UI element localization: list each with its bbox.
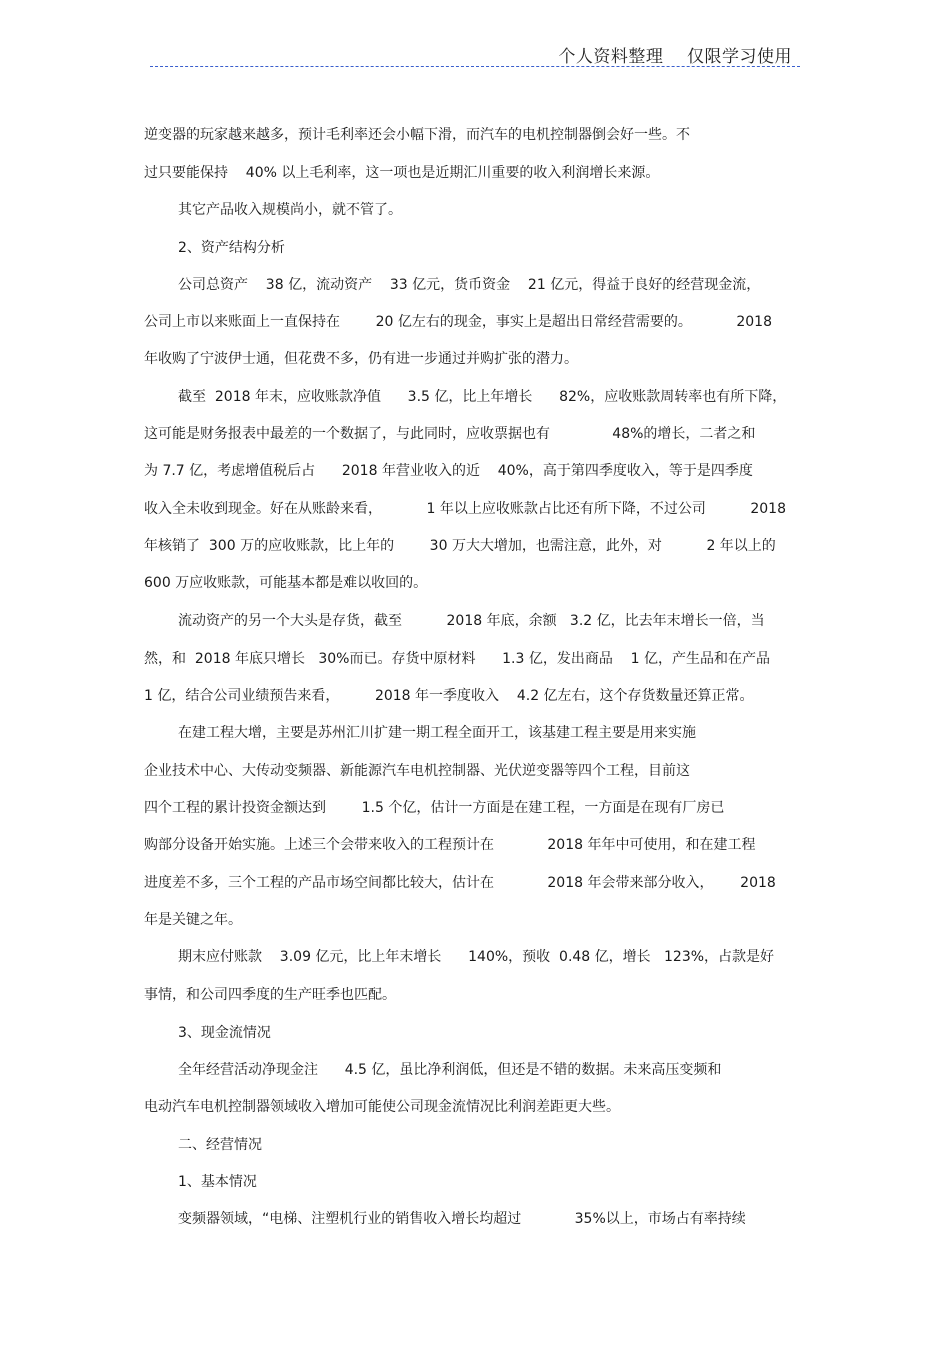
text-line: 进度差不多，三个工程的产品市场空间都比较大，估计在 2018 年会带来部分收入， 2018 xyxy=(144,875,776,891)
text-line: 流动资产的另一个大头是存货，截至 2018 年底，余额 3.2 亿，比去年末增长一倍，当 xyxy=(178,613,765,629)
text-line: 购部分设备开始实施。上述三个会带来收入的工程预计在 2018 年年中可使用，和在建工程 xyxy=(144,837,756,853)
section-heading: 3、现金流情况 xyxy=(178,1025,271,1041)
text-line: 为 7.7 亿，考虑增值税后占 2018 年营业收入的近 40%，高于第四季度收入，等于是四季度 xyxy=(144,463,753,479)
text-line: 年是关键之年。 xyxy=(144,912,242,928)
text-line: 电动汽车电机控制器领域收入增加可能使公司现金流情况比利润差距更大些。 xyxy=(144,1099,620,1115)
text-line: 过只要能保持 40% 以上毛利率，这一项也是近期汇川重要的收入利润增长来源。 xyxy=(144,165,660,181)
text-line: 其它产品收入规模尚小，就不管了。 xyxy=(178,202,402,218)
section-heading: 2、资产结构分析 xyxy=(178,240,285,256)
text-line: 公司总资产 38 亿，流动资产 33 亿元，货币资金 21 亿元，得益于良好的经营现金流， xyxy=(178,277,761,293)
text-line: 全年经营活动净现金注 4.5 亿，虽比净利润低，但还是不错的数据。未来高压变频和 xyxy=(178,1062,722,1078)
text-line: 截至 2018 年末，应收账款净值 3.5 亿，比上年增长 82%，应收账款周转率也有所下降， xyxy=(178,389,787,405)
text-line: 年核销了 300 万的应收账款，比上年的 30 万大大增加，也需注意，此外，对 2 年以上的 xyxy=(144,538,776,554)
text-line: 收入全未收到现金。好在从账龄来看， 1 年以上应收账款占比还有所下降，不过公司 2018 xyxy=(144,501,786,517)
page-header xyxy=(150,40,800,67)
text-line: 期末应付账款 3.09 亿元，比上年末增长 140%，预收 0.48 亿，增长 123%，占款是好 xyxy=(178,949,775,965)
text-line: 1 亿，结合公司业绩预告来看， 2018 年一季度收入 4.2 亿左右，这个存货数量还算正常。 xyxy=(144,688,754,704)
text-line: 然，和 2018 年底只增长 30%而已。存货中原材料 1.3 亿，发出商品 1 亿，产生品和在产品 xyxy=(144,651,771,667)
text-line: 企业技术中心、大传动变频器、新能源汽车电机控制器、光伏逆变器等四个工程，目前这 xyxy=(144,763,690,779)
text-line: 在建工程大增，主要是苏州汇川扩建一期工程全面开工，该基建工程主要是用来实施 xyxy=(178,725,696,741)
section-heading: 1、基本情况 xyxy=(178,1174,257,1190)
text-line: 变频器领域，“电梯、注塑机行业的销售收入增长均超过 35%以上，市场占有率持续 xyxy=(178,1211,746,1227)
section-heading: 二、经营情况 xyxy=(178,1137,262,1153)
text-line: 四个工程的累计投资金额达到 1.5 个亿，估计一方面是在建工程，一方面是在现有厂房已 xyxy=(144,800,725,816)
text-line: 公司上市以来账面上一直保持在 20 亿左右的现金，事实上是超出日常经营需要的。 2018 xyxy=(144,314,772,330)
text-line: 600 万应收账款，可能基本都是难以收回的。 xyxy=(144,575,428,591)
text-line: 事情，和公司四季度的生产旺季也匹配。 xyxy=(144,987,396,1003)
header-text: 个人资料整理 仅限学习使用 xyxy=(558,47,792,67)
text-line: 逆变器的玩家越来越多，预计毛利率还会小幅下滑，而汽车的电机控制器倒会好一些。不 xyxy=(144,127,690,143)
text-line: 年收购了宁波伊士通，但花费不多，仍有进一步通过并购扩张的潜力。 xyxy=(144,351,578,367)
text-line: 这可能是财务报表中最差的一个数据了，与此同时，应收票据也有 48%的增长，二者之和 xyxy=(144,426,756,442)
